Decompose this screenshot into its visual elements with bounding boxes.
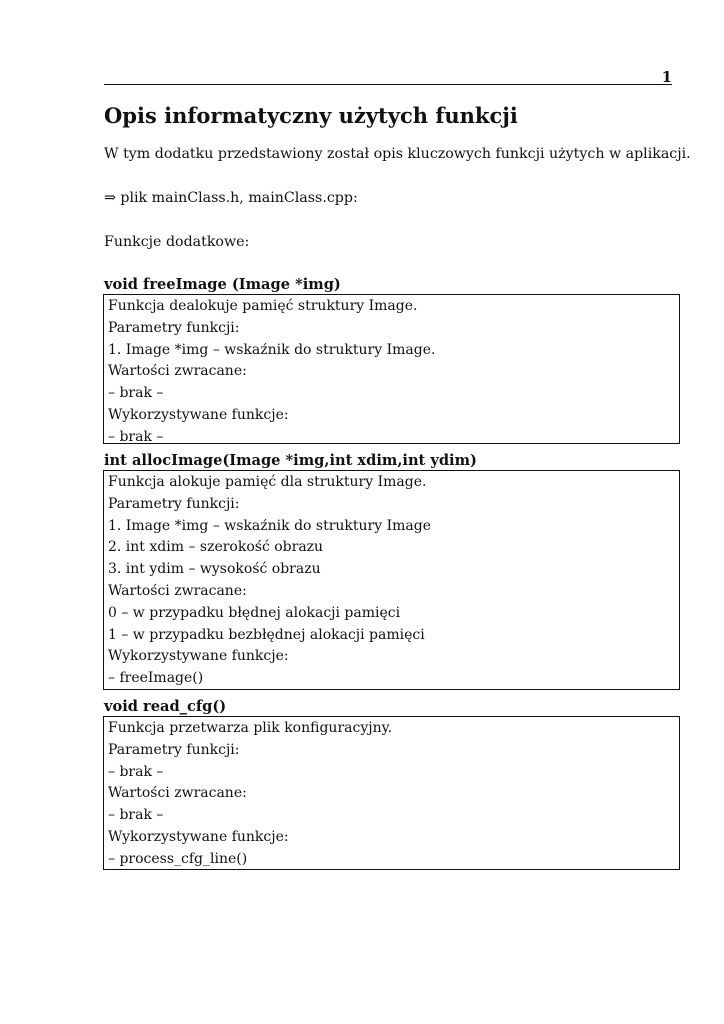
used-functions-heading: Wykorzystywane funkcje: — [108, 828, 289, 845]
function-description: Funkcja alokuje pamięć dla struktury Image. — [108, 474, 427, 490]
function-signature-allocimage: int allocImage(Image *img,int xdim,int ydim) — [104, 452, 477, 469]
used-function-item: – freeImage() — [108, 670, 204, 687]
function-box-allocimage — [103, 470, 680, 690]
param-item: 1. Image *img – wskaźnik do struktury Image. — [108, 341, 436, 358]
function-signature-freeimage: void freeImage (Image *img) — [104, 276, 341, 293]
used-function-item: – brak – — [108, 428, 164, 445]
returns-heading: Wartości zwracane: — [108, 363, 247, 380]
param-item: 3. int ydim – wysokość obrazu — [108, 561, 321, 578]
used-functions-heading: Wykorzystywane funkcje: — [108, 406, 289, 423]
params-heading: Parametry funkcji: — [108, 319, 240, 336]
param-item: 1. Image *img – wskaźnik do struktury Image — [108, 517, 432, 534]
function-description: Funkcja przetwarza plik konfiguracyjny. — [108, 720, 393, 736]
param-item: 2. int xdim – szerokość obrazu — [108, 539, 324, 556]
params-heading: Parametry funkcji: — [108, 741, 240, 758]
page-number: 1 — [661, 68, 672, 86]
params-heading: Parametry funkcji: — [108, 495, 240, 512]
used-functions-heading: Wykorzystywane funkcje: — [108, 648, 289, 665]
header-rule — [104, 84, 672, 85]
returns-heading: Wartości zwracane: — [108, 785, 247, 802]
return-item: 1 – w przypadku bezbłędnej alokacji pamięci — [108, 626, 425, 643]
used-function-item: – process_cfg_line() — [108, 850, 248, 867]
returns-heading: Wartości zwracane: — [108, 582, 247, 599]
file-line: ⇒ plik mainClass.h, mainClass.cpp: — [104, 190, 358, 206]
function-box-freeimage — [103, 294, 680, 444]
return-item: 0 – w przypadku błędnej alokacji pamięci — [108, 604, 401, 621]
page-title: Opis informatyczny użytych funkcji — [104, 103, 518, 128]
function-signature-read-cfg: void read_cfg() — [104, 698, 227, 715]
return-item: – brak – — [108, 385, 164, 402]
section-label: Funkcje dodatkowe: — [104, 234, 250, 250]
param-item: – brak – — [108, 763, 164, 780]
intro-paragraph: W tym dodatku przedstawiony został opis kluczowych funkcji użytych w aplikacji. — [104, 146, 691, 162]
function-box-read-cfg — [103, 716, 680, 870]
function-description: Funkcja dealokuje pamięć struktury Image. — [108, 298, 418, 314]
return-item: – brak – — [108, 807, 164, 824]
